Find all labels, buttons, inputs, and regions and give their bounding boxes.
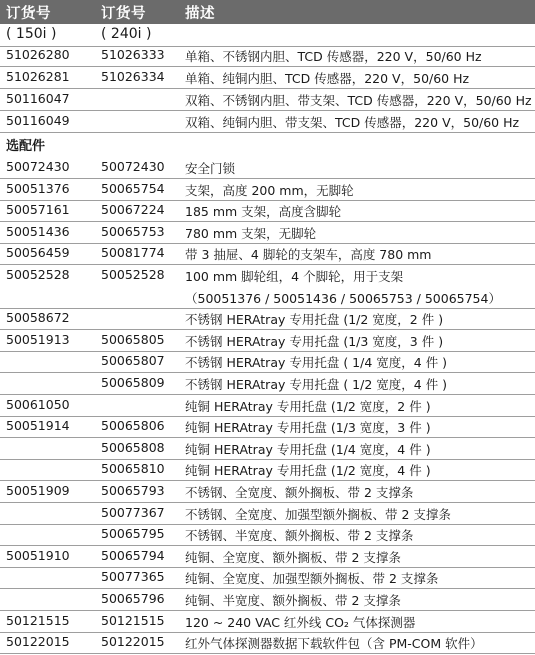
description: 单箱、不锈钢内胆、TCD 传感器，220 V，50/60 Hz xyxy=(185,49,482,64)
order-no-240i: 50077367 xyxy=(101,504,165,520)
table-row xyxy=(0,502,535,525)
table-row xyxy=(0,156,535,179)
header-description: 描述 xyxy=(185,6,215,22)
description: 185 mm 支架，高度含脚轮 xyxy=(185,204,342,220)
table-row xyxy=(0,394,535,417)
description: 780 mm 支架，无脚轮 xyxy=(185,225,317,241)
table-row xyxy=(0,480,535,503)
order-no-240i: 50065796 xyxy=(101,591,165,606)
table-row xyxy=(0,286,535,309)
order-no-150i: 50122015 xyxy=(6,634,70,650)
order-no-150i: 50051909 xyxy=(6,483,70,498)
order-no-150i: 50061050 xyxy=(6,396,70,412)
table-row xyxy=(0,242,535,265)
order-no-240i: 50065794 xyxy=(101,547,165,563)
description: 纯铜、半宽度、额外搁板、带 2 支撑条 xyxy=(185,593,401,608)
order-no-150i: 50056459 xyxy=(6,245,70,261)
section-title-accessories: 选配件 xyxy=(6,139,46,154)
description: （50051376 / 50051436 / 50065753 / 50065754） xyxy=(185,290,501,306)
order-no-240i: 50121515 xyxy=(101,612,165,628)
table-row xyxy=(0,221,535,244)
table-row xyxy=(0,44,535,67)
order-no-240i: 51026334 xyxy=(101,69,165,84)
table-row xyxy=(0,110,535,133)
table-row xyxy=(0,199,535,222)
order-no-150i: 50051376 xyxy=(6,180,70,196)
order-no-240i: 50065807 xyxy=(101,353,165,369)
order-no-150i: 50116047 xyxy=(6,91,70,106)
description: 纯铜 HERAtray 专用托盘 (1/3 宽度，3 件 ) xyxy=(185,420,431,436)
table-row xyxy=(0,523,535,546)
table-row xyxy=(0,307,535,330)
header-order-no-150i: 订货号 xyxy=(6,6,51,22)
table-row xyxy=(0,588,535,611)
table-row xyxy=(0,458,535,481)
description: 纯铜、全宽度、加强型额外搁板、带 2 支撑条 xyxy=(185,571,439,587)
order-no-150i: 50051913 xyxy=(6,331,70,347)
order-no-240i: 50065806 xyxy=(101,418,165,434)
description: 不锈钢 HERAtray 专用托盘 (1/3 宽度，3 件 ) xyxy=(185,333,444,349)
table-row xyxy=(0,610,535,633)
order-no-240i: 51026333 xyxy=(101,47,165,62)
description: 不锈钢 HERAtray 专用托盘 ( 1/4 宽度，4 件 ) xyxy=(185,355,448,371)
description: 不锈钢、全宽度、加强型额外搁板、带 2 支撑条 xyxy=(185,506,451,522)
order-no-240i: 50065810 xyxy=(101,461,165,477)
table-row xyxy=(0,350,535,373)
header-order-no-240i: 订货号 xyxy=(101,6,146,22)
description: 纯铜、全宽度、额外搁板、带 2 支撑条 xyxy=(185,549,401,565)
order-no-240i: 50065805 xyxy=(101,331,165,347)
order-no-240i: 50065793 xyxy=(101,483,165,498)
order-no-150i: 51026281 xyxy=(6,69,70,84)
description: 红外气体探测器数据下载软件包（含 PM-COM 软件） xyxy=(185,636,483,652)
order-no-150i: 50051436 xyxy=(6,223,70,239)
order-no-240i: 50077365 xyxy=(101,569,165,585)
table-row xyxy=(0,566,535,589)
order-no-150i: 50121515 xyxy=(6,612,70,628)
order-no-150i: 50051914 xyxy=(6,418,70,434)
table-row xyxy=(0,329,535,352)
description: 纯铜 HERAtray 专用托盘 (1/2 宽度，4 件 ) xyxy=(185,463,431,479)
table-row xyxy=(0,178,535,201)
table-row xyxy=(0,415,535,438)
description: 安全门锁 xyxy=(185,161,236,176)
order-no-150i: 50051910 xyxy=(6,547,70,563)
order-no-240i: 50067224 xyxy=(101,202,165,218)
description: 不锈钢、半宽度、额外搁板、带 2 支撑条 xyxy=(185,528,414,544)
table-row xyxy=(0,545,535,568)
description: 带 3 抽屉、4 脚轮的支架车，高度 780 mm xyxy=(185,247,432,263)
description: 双箱、纯铜内胆、带支架、TCD 传感器，220 V，50/60 Hz xyxy=(185,115,520,130)
order-no-150i: 50116049 xyxy=(6,113,70,128)
order-no-240i: 50065795 xyxy=(101,526,165,542)
table-row xyxy=(0,372,535,395)
table-header xyxy=(0,0,535,24)
description: 双箱、不锈钢内胆、带支架、TCD 传感器，220 V，50/60 Hz xyxy=(185,93,532,108)
table-row xyxy=(0,66,535,89)
order-no-240i: 50065754 xyxy=(101,180,165,196)
order-no-240i: 50065753 xyxy=(101,223,165,239)
table-row xyxy=(0,437,535,460)
description: 不锈钢 HERAtray 专用托盘 ( 1/2 宽度，4 件 ) xyxy=(185,377,448,392)
table-row xyxy=(0,264,535,286)
description: 不锈钢 HERAtray 专用托盘 (1/2 宽度，2 件 ) xyxy=(185,312,444,328)
order-no-240i: 50065809 xyxy=(101,375,165,390)
order-no-150i: 50052528 xyxy=(6,267,70,282)
description: 单箱、纯铜内胆、TCD 传感器，220 V，50/60 Hz xyxy=(185,71,470,86)
order-no-240i: 50065808 xyxy=(101,439,165,455)
order-no-150i: 50057161 xyxy=(6,202,70,218)
description: 120 ~ 240 VAC 红外线 CO₂ 气体探测器 xyxy=(185,614,416,630)
order-no-240i: 50122015 xyxy=(101,634,165,650)
order-no-150i: 50058672 xyxy=(6,310,70,326)
description: 纯铜 HERAtray 专用托盘 (1/2 宽度，2 件 ) xyxy=(185,398,431,414)
description: 不锈钢、全宽度、额外搁板、带 2 支撑条 xyxy=(185,485,414,500)
model-240i: ( 240i ) xyxy=(101,26,152,42)
order-no-150i: 51026280 xyxy=(6,47,70,62)
description: 纯铜 HERAtray 专用托盘 (1/4 宽度，4 件 ) xyxy=(185,441,431,457)
order-no-240i: 50052528 xyxy=(101,267,165,282)
order-no-240i: 50072430 xyxy=(101,159,165,174)
table-row xyxy=(0,631,535,654)
table-row xyxy=(0,88,535,111)
description: 100 mm 脚轮组，4 个脚轮，用于支架 xyxy=(185,269,404,284)
description: 支架，高度 200 mm，无脚轮 xyxy=(185,182,354,198)
order-no-240i: 50081774 xyxy=(101,245,165,261)
model-150i: ( 150i ) xyxy=(6,26,57,42)
order-no-150i: 50072430 xyxy=(6,159,70,174)
